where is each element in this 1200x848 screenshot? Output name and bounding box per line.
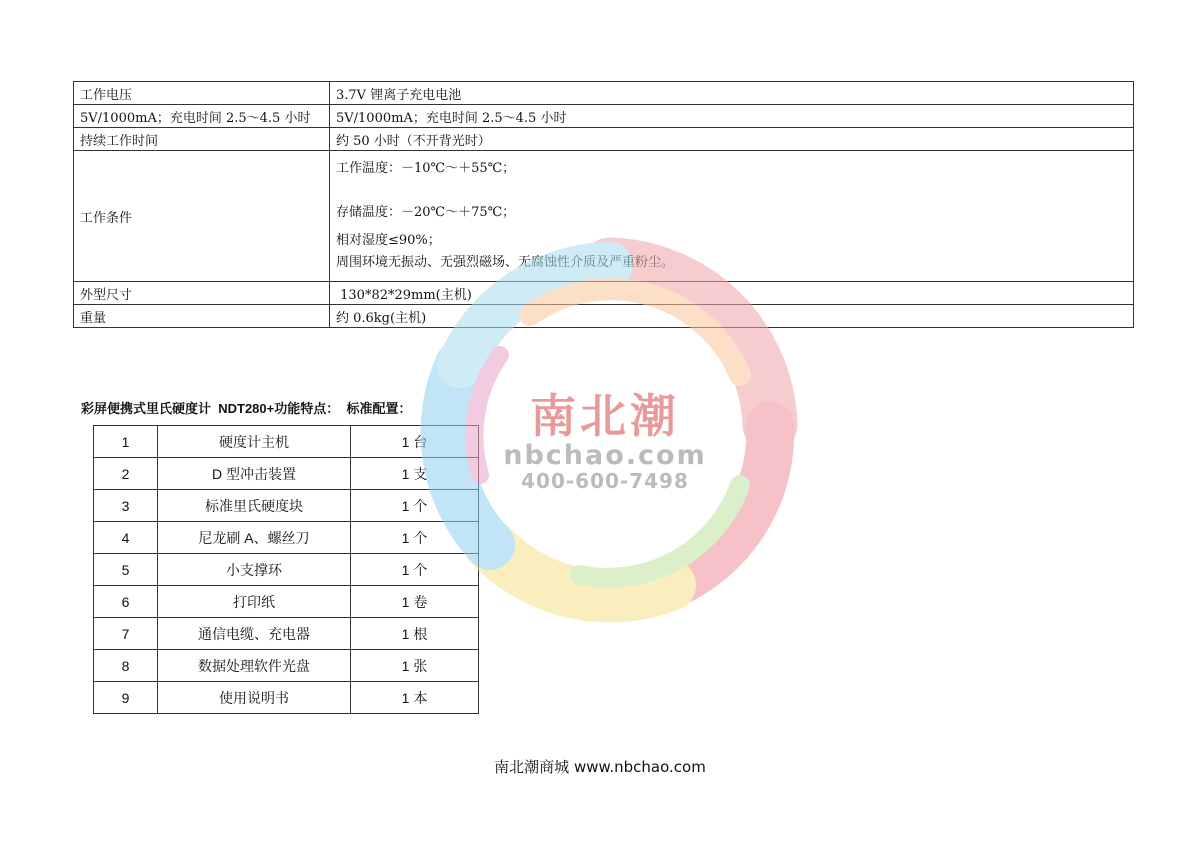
config-item-name: D 型冲击装置 [158, 458, 351, 490]
config-row [94, 554, 479, 586]
watermark-brand-cn: 南北潮 [530, 389, 680, 443]
config-row [94, 490, 479, 522]
config-table [93, 425, 479, 714]
config-row [94, 586, 479, 618]
config-item-name: 数据处理软件光盘 [158, 650, 351, 682]
storage-temp: 存储温度：－20℃～＋75℃； [336, 205, 516, 220]
spec-label: 5V/1000mA；充电时间 2.5～4.5 小时 [74, 105, 330, 128]
spec-value-conditions [330, 151, 1134, 282]
config-row [94, 682, 479, 714]
config-row [94, 650, 479, 682]
config-item-quantity: 1 个 [351, 554, 479, 586]
spec-row [74, 82, 1134, 105]
config-row [94, 426, 479, 458]
config-item-quantity: 1 个 [351, 490, 479, 522]
config-item-quantity: 1 台 [351, 426, 479, 458]
config-item-name: 硬度计主机 [158, 426, 351, 458]
config-item-quantity: 1 卷 [351, 586, 479, 618]
spec-label: 持续工作时间 [74, 128, 330, 151]
spec-table [73, 81, 1134, 328]
spec-row [74, 105, 1134, 128]
config-item-quantity: 1 本 [351, 682, 479, 714]
config-item-name: 标准里氏硬度块 [158, 490, 351, 522]
config-row [94, 458, 479, 490]
config-item-quantity: 1 支 [351, 458, 479, 490]
config-row [94, 522, 479, 554]
spec-label: 工作电压 [74, 82, 330, 105]
config-item-name: 小支撑环 [158, 554, 351, 586]
config-item-name: 打印纸 [158, 586, 351, 618]
humidity: 相对湿度≤90%； [336, 233, 441, 248]
spec-value: 5V/1000mA；充电时间 2.5～4.5 小时 [330, 105, 1134, 128]
watermark-text [440, 390, 770, 492]
spec-value: 130*82*29mm(主机) [330, 282, 1134, 305]
config-row-number: 9 [94, 682, 158, 714]
config-row [94, 618, 479, 650]
config-item-name: 使用说明书 [158, 682, 351, 714]
config-row-number: 7 [94, 618, 158, 650]
config-item-quantity: 1 张 [351, 650, 479, 682]
config-item-name: 尼龙刷 A、螺丝刀 [158, 522, 351, 554]
config-row-number: 1 [94, 426, 158, 458]
page-footer: 南北潮商城 www.nbchao.com [494, 758, 706, 776]
section-title: 彩屏便携式里氏硬度计 NDT280+功能特点： 标准配置： [81, 401, 412, 416]
spec-row-conditions [74, 151, 1134, 282]
config-item-quantity: 1 个 [351, 522, 479, 554]
config-item-quantity: 1 根 [351, 618, 479, 650]
spec-label: 重量 [74, 305, 330, 328]
config-row-number: 2 [94, 458, 158, 490]
spec-row [74, 282, 1134, 305]
spec-value: 约 50 小时（不开背光时） [330, 128, 1134, 151]
operating-temp: 工作温度：－10℃～＋55℃； [336, 161, 516, 176]
spec-label: 外型尺寸 [74, 282, 330, 305]
spec-row [74, 128, 1134, 151]
config-row-number: 5 [94, 554, 158, 586]
spec-value: 约 0.6kg(主机) [330, 305, 1134, 328]
config-row-number: 4 [94, 522, 158, 554]
environment: 周围环境无振动、无强烈磁场、无腐蚀性介质及严重粉尘。 [336, 255, 675, 270]
spec-row [74, 305, 1134, 328]
config-row-number: 8 [94, 650, 158, 682]
spec-value: 3.7V 锂离子充电电池 [330, 82, 1134, 105]
config-item-name: 通信电缆、充电器 [158, 618, 351, 650]
config-row-number: 3 [94, 490, 158, 522]
watermark-brand-en: nbchao.com [503, 440, 707, 471]
watermark-phone: 400-600-7498 [521, 469, 689, 493]
spec-label: 工作条件 [74, 151, 330, 282]
config-row-number: 6 [94, 586, 158, 618]
